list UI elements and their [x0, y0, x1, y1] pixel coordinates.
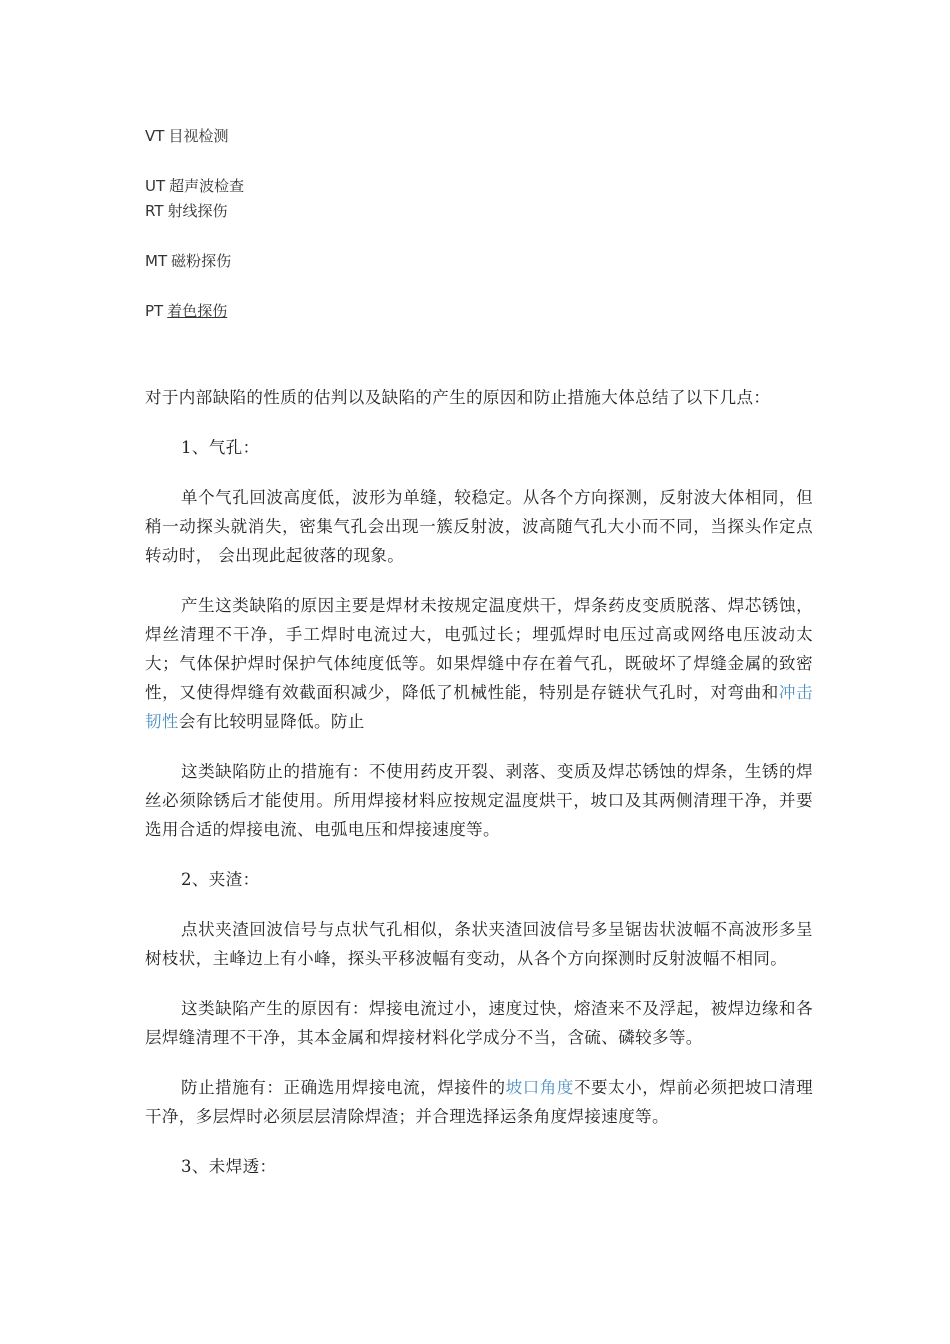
article-text — [145, 383, 813, 1181]
section-heading-slag: 2、夹渣： — [181, 870, 260, 889]
paragraph-text: 不要太小，焊前必须把坡口清理干净，多层焊时必须层层清除焊渣；并合理选择运条角度焊接速度等。 — [145, 1078, 813, 1126]
ndt-name: 射线探伤 — [167, 202, 228, 220]
ndt-item-ut — [145, 174, 244, 198]
ndt-name-link[interactable]: 着色探伤 — [167, 302, 228, 320]
ndt-code: MT — [145, 252, 168, 270]
section-heading-porosity: 1、气孔： — [181, 438, 260, 457]
ndt-item-mt — [145, 249, 231, 273]
paragraph-text: 会有比较明显降低。防止 — [178, 712, 365, 731]
slag-signal-paragraph: 点状夹渣回波信号与点状气孔相似，条状夹渣回波信号多呈锯齿状波幅不高波形多呈树枝状，主峰边上有小峰，探头平移波幅有变动，从各个方向探测时反射波幅不相同。 — [145, 920, 813, 968]
ndt-code: VT — [145, 127, 165, 145]
porosity-cause-paragraph — [145, 591, 813, 736]
ndt-item-pt — [145, 299, 227, 323]
ndt-code: PT — [145, 302, 164, 320]
paragraph-text: 防止措施有：正确选用焊接电流，焊接件的 — [181, 1078, 506, 1097]
porosity-prevention-paragraph: 这类缺陷防止的措施有：不使用药皮开裂、剥落、变质及焊芯锈蚀的焊条，生锈的焊丝必须除锈后才能使用。所用焊接材料应按规定温度烘干，坡口及其两侧清理干净，并要选用合适的焊接电流、电弧电压和焊接速度等。 — [145, 762, 813, 839]
section-heading-incomplete-penetration: 3、未焊透： — [181, 1157, 277, 1176]
impact-toughness-link[interactable]: 冲击韧性 — [145, 683, 813, 731]
slag-prevention-paragraph — [145, 1073, 813, 1131]
ndt-code: RT — [145, 202, 164, 220]
ndt-item-rt — [145, 199, 228, 223]
slag-cause-paragraph: 这类缺陷产生的原因有：焊接电流过小，速度过快，熔渣来不及浮起，被焊边缘和各层焊缝清理不干净，其本金属和焊接材料化学成分不当，含硫、磷较多等。 — [145, 999, 813, 1047]
ndt-name: 超声波检查 — [169, 177, 245, 195]
paragraph-text: 产生这类缺陷的原因主要是焊材未按规定温度烘干，焊条药皮变质脱落、焊芯锈蚀，焊丝清理不干净，手工焊时电流过大，电弧过长；埋弧焊时电压过高或网络电压波动太大；气体保护焊时保护气体纯度低等。如果焊缝中存在着气孔，既破坏了焊缝金属的致密性，又使得焊缝有效截面积减少，降低了机械性能，特别是存链状气孔时，对弯曲和 — [145, 596, 813, 702]
ndt-item-vt — [145, 124, 228, 148]
ndt-code: UT — [145, 177, 166, 195]
ndt-name: 目视检测 — [168, 127, 229, 145]
porosity-signal-paragraph: 单个气孔回波高度低，波形为单缝，较稳定。从各个方向探测，反射波大体相同，但稍一动探头就消失，密集气孔会出现一簇反射波，波高随气孔大小而不同，当探头作定点转动时， 会出现此起彼落的现象。 — [145, 488, 813, 565]
ndt-name: 磁粉探伤 — [171, 252, 232, 270]
groove-angle-link[interactable]: 坡口角度 — [505, 1078, 574, 1097]
intro-paragraph: 对于内部缺陷的性质的估判以及缺陷的产生的原因和防止措施大体总结了以下几点： — [145, 388, 771, 407]
